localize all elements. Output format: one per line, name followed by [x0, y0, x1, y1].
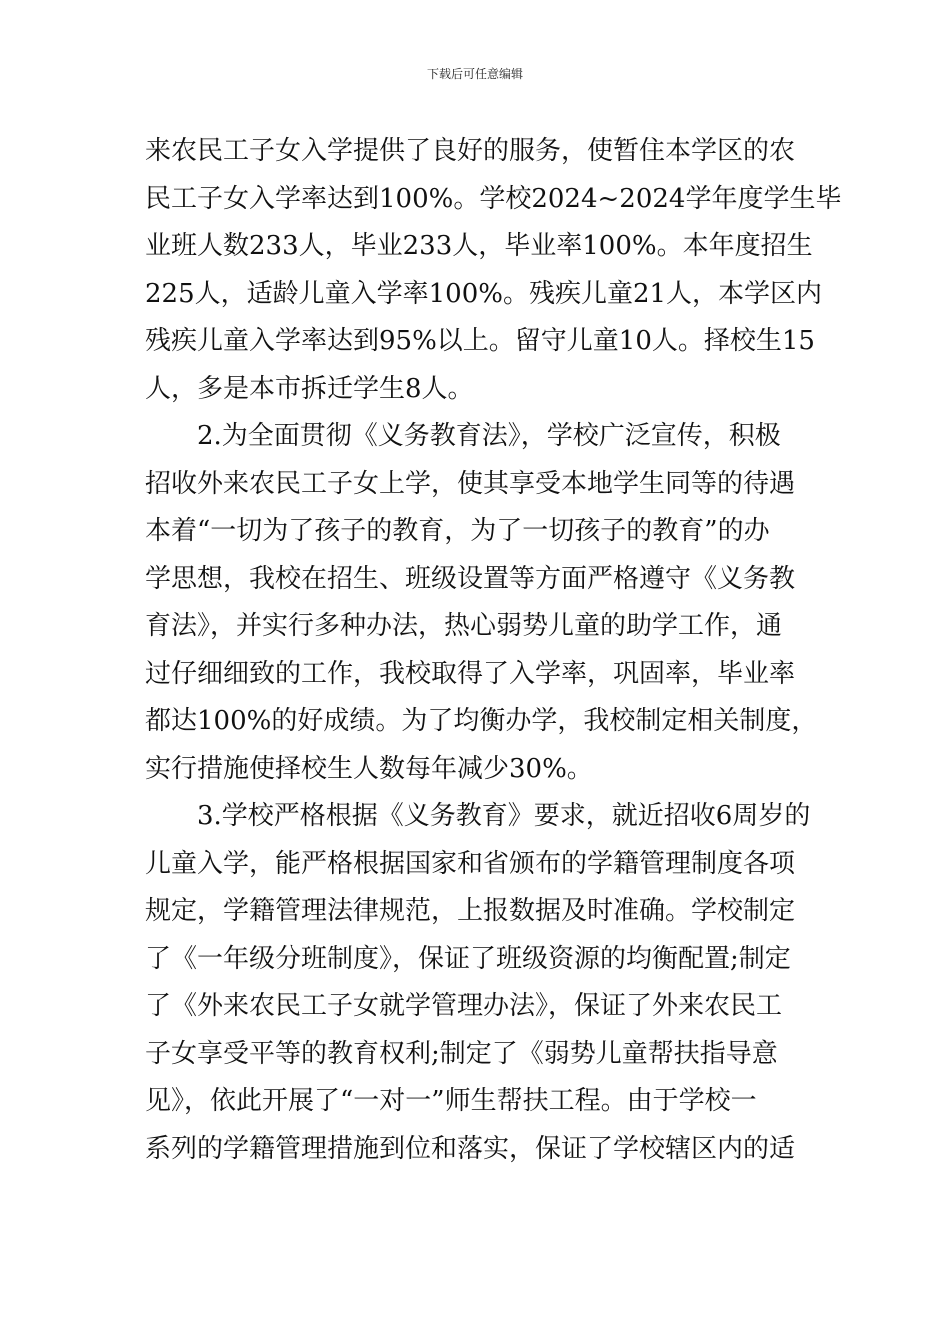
text-line: 2.为全面贯彻《义务教育法》，学校广泛宣传，积极 — [197, 421, 781, 451]
text-line: 招收外来农民工子女上学，使其享受本地学生同等的待遇 — [145, 468, 796, 499]
text-line: 民工子女入学率达到100%。学校2024~2024学年度学生毕 — [145, 183, 842, 214]
text-line: 规定，学籍管理法律规范，上报数据及时准确。学校制定 — [145, 896, 796, 926]
text-line: 都达100%的好成绩。为了均衡办学，我校制定相关制度， — [145, 706, 818, 736]
text-line: 本着“一切为了孩子的教育，为了一切孩子的教育”的办 — [145, 516, 770, 546]
text-line: 业班人数233人，毕业233人，毕业率100%。本年度招生 — [145, 231, 813, 261]
text-line: 系列的学籍管理措施到位和落实，保证了学校辖区内的适 — [145, 1133, 796, 1164]
text-line: 见》，依此开展了“一对一”师生帮扶工程。由于学校一 — [145, 1086, 757, 1116]
text-line: 残疾儿童入学率达到95%以上。留守儿童10人。择校生15 — [145, 326, 815, 356]
text-line: 过仔细细致的工作，我校取得了入学率，巩固率，毕业率 — [145, 658, 796, 689]
document-body — [145, 128, 842, 1173]
text-line: 人，多是本市拆迁学生8人。 — [145, 373, 474, 404]
text-line: 了《一年级分班制度》，保证了班级资源的均衡配置;制定 — [145, 943, 791, 974]
text-line: 225人，适龄儿童入学率100%。残疾儿童21人，本学区内 — [145, 278, 823, 309]
paragraph — [145, 128, 842, 413]
text-line: 子女享受平等的教育权利;制定了《弱势儿童帮扶指导意 — [145, 1038, 778, 1069]
text-line: 3.学校严格根据《义务教育》要求，就近招收6周岁的 — [197, 801, 811, 831]
paragraph — [145, 413, 818, 793]
text-line: 了《外来农民工子女就学管理办法》，保证了外来农民工 — [145, 991, 783, 1021]
text-line: 儿童入学，能严格根据国家和省颁布的学籍管理制度各项 — [145, 848, 796, 879]
text-line: 来农民工子女入学提供了良好的服务，使暂住本学区的农 — [145, 136, 796, 166]
paragraph — [145, 793, 811, 1173]
text-line: 育法》，并实行多种办法，热心弱势儿童的助学工作，通 — [145, 611, 783, 641]
text-line: 学思想，我校在招生、班级设置等方面严格遵守《义务教 — [145, 563, 796, 594]
text-line: 实行措施使择校生人数每年减少30%。 — [145, 753, 593, 784]
page-header-note: 下载后可任意编辑 — [426, 67, 523, 81]
